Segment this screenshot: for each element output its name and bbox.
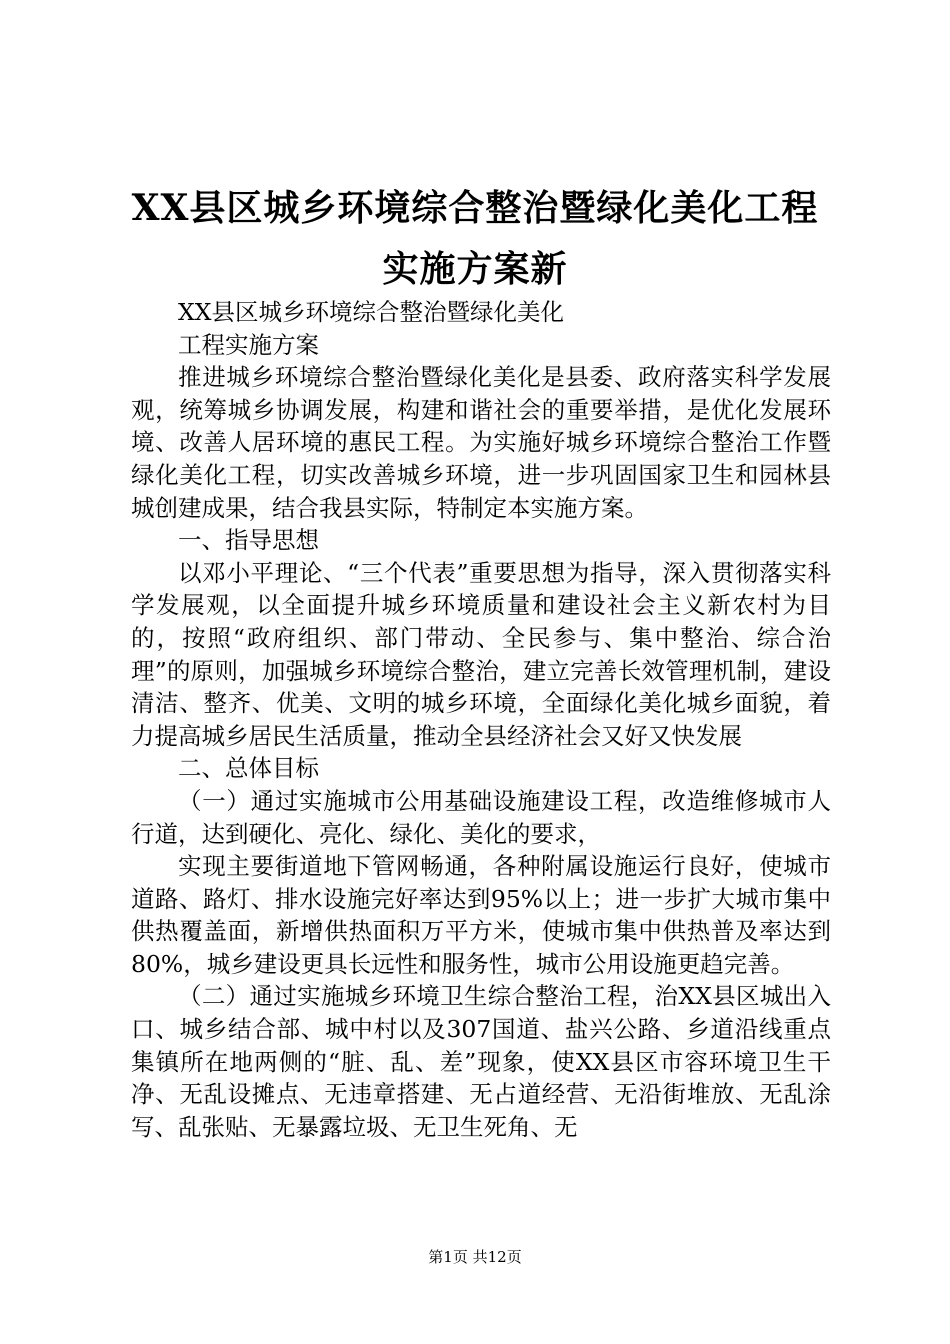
intro-paragraph: 推进城乡环境综合整治暨绿化美化是县委、政府落实科学发展观，统筹城乡协调发展，构建和谐社会的重要举措，是优化发展环境、改善人居环境的惠民工程。为实施好城乡环境综合整治工作暨绿化美化工程，切实改善城乡环境，进一步巩固国家卫生和园林县城创建成果，结合我县实际，特制定本实施方案。 — [131, 363, 831, 522]
guiding-ideology-paragraph: 以邓小平理论、“三个代表”重要思想为指导，深入贯彻落实科学发展观，以全面提升城乡环境质量和建设社会主义新农村为目的，按照“政府组织、部门带动、全民参与、集中整治、综合治理”的原则，加强城乡环境综合整治，建立完善长效管理机制，建设清洁、整齐、优美、文明的城乡环境，全面绿化美化城乡面貌，着力提高城乡居民生活质量，推动全县经济社会又好又快发展 — [131, 558, 831, 750]
document-body — [131, 296, 831, 1143]
page-footer: 第1页 共12页 — [428, 1248, 522, 1266]
goal-2-paragraph: （二）通过实施城乡环境卫生综合整治工程，治XX县区城出入口、城乡结合部、城中村以及307国道、盐兴公路、乡道沿线重点集镇所在地两侧的“脏、乱、差”现象，使XX县区市容环境卫生干净、无乱设摊点、无违章搭建、无占道经营、无沿街堆放、无乱涂写、乱张贴、无暴露垃圾、无卫生死角、无 — [131, 982, 831, 1141]
goal-1-paragraph: （一）通过实施城市公用基础设施建设工程，改造维修城市人行道，达到硬化、亮化、绿化、美化的要求， — [131, 786, 831, 848]
goal-1-detail-paragraph: 实现主要街道地下管网畅通，各种附属设施运行良好，使城市道路、路灯、排水设施完好率达到95%以上；进一步扩大城市集中供热覆盖面，新增供热面积万平方米，使城市集中供热普及率达到80%，城乡建设更具长远性和服务性，城市公用设施更趋完善。 — [131, 852, 831, 978]
subtitle-line-2: 工程实施方案 — [178, 330, 319, 359]
section-heading-overall-goals: 二、总体目标 — [178, 754, 319, 783]
document-title: XX县区城乡环境综合整治暨绿化美化工程实施方案新 — [131, 187, 819, 290]
section-heading-guiding-ideology: 一、指导思想 — [178, 526, 319, 555]
subtitle-line-1: XX县区城乡环境综合整治暨绿化美化 — [178, 298, 564, 326]
